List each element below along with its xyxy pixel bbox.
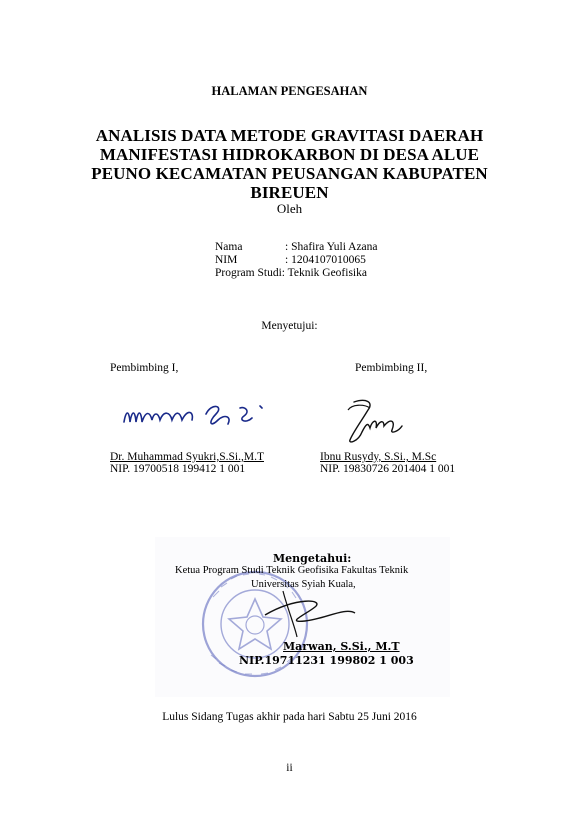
pembimbing2-nip: NIP. 19830726 201404 1 001 bbox=[320, 463, 456, 475]
menyetujui-label: Menyetujui: bbox=[261, 320, 318, 332]
pembimbing1-role: Pembimbing I, bbox=[110, 362, 179, 374]
info-nim bbox=[215, 254, 366, 266]
page-heading: HALAMAN PENGESAHAN bbox=[211, 84, 368, 98]
pembimbing2-name: Ibnu Rusydy, S.Si., M.Sc bbox=[320, 451, 437, 463]
title-line-4: BIREUEN bbox=[250, 183, 329, 202]
signature-pembimbing2 bbox=[340, 396, 410, 446]
pembimbing1-name: Dr. Muhammad Syukri,S.Si.,M.T bbox=[110, 451, 264, 463]
nama-value: : Shafira Yuli Azana bbox=[285, 241, 378, 253]
thesis-title bbox=[0, 126, 579, 202]
info-nama bbox=[215, 241, 378, 253]
approval-stamp-block bbox=[155, 537, 450, 697]
approval-position-line2: Universitas Syiah Kuala, bbox=[251, 579, 356, 590]
nama-label: Nama bbox=[215, 241, 243, 253]
title-line-3: PEUNO KECAMATAN PEUSANGAN KABUPATEN bbox=[91, 164, 488, 183]
lulus-sidang-text: Lulus Sidang Tugas akhir pada hari Sabtu 25 Juni 2016 bbox=[162, 711, 417, 723]
title-line-2: MANIFESTASI HIDROKARBON DI DESA ALUE bbox=[99, 145, 480, 164]
pembimbing1-nip: NIP. 19700518 199412 1 001 bbox=[110, 463, 246, 475]
nim-value: : 1204107010065 bbox=[285, 254, 366, 266]
approval-nip: NIP.19711231 199802 1 003 bbox=[239, 654, 414, 667]
info-prodi bbox=[215, 267, 367, 279]
mengetahui-label: Mengetahui: bbox=[273, 552, 352, 565]
prodi-value: : Teknik Geofisika bbox=[281, 267, 367, 279]
pembimbing2-role: Pembimbing II, bbox=[355, 362, 428, 374]
title-line-1: ANALISIS DATA METODE GRAVITASI DAERAH bbox=[95, 126, 484, 145]
prodi-label: Program Studi bbox=[215, 267, 282, 279]
page-number: ii bbox=[286, 762, 293, 774]
approval-position-text: Ketua Program Studi Teknik Geofisika Fakultas Teknik bbox=[175, 565, 409, 576]
oleh-label: Oleh bbox=[276, 201, 303, 216]
nim-label: NIM bbox=[215, 254, 238, 266]
approval-name: Marwan, S.Si., M.T bbox=[283, 640, 400, 653]
signature-pembimbing1 bbox=[120, 398, 280, 432]
approval-position-line1 bbox=[175, 565, 408, 576]
